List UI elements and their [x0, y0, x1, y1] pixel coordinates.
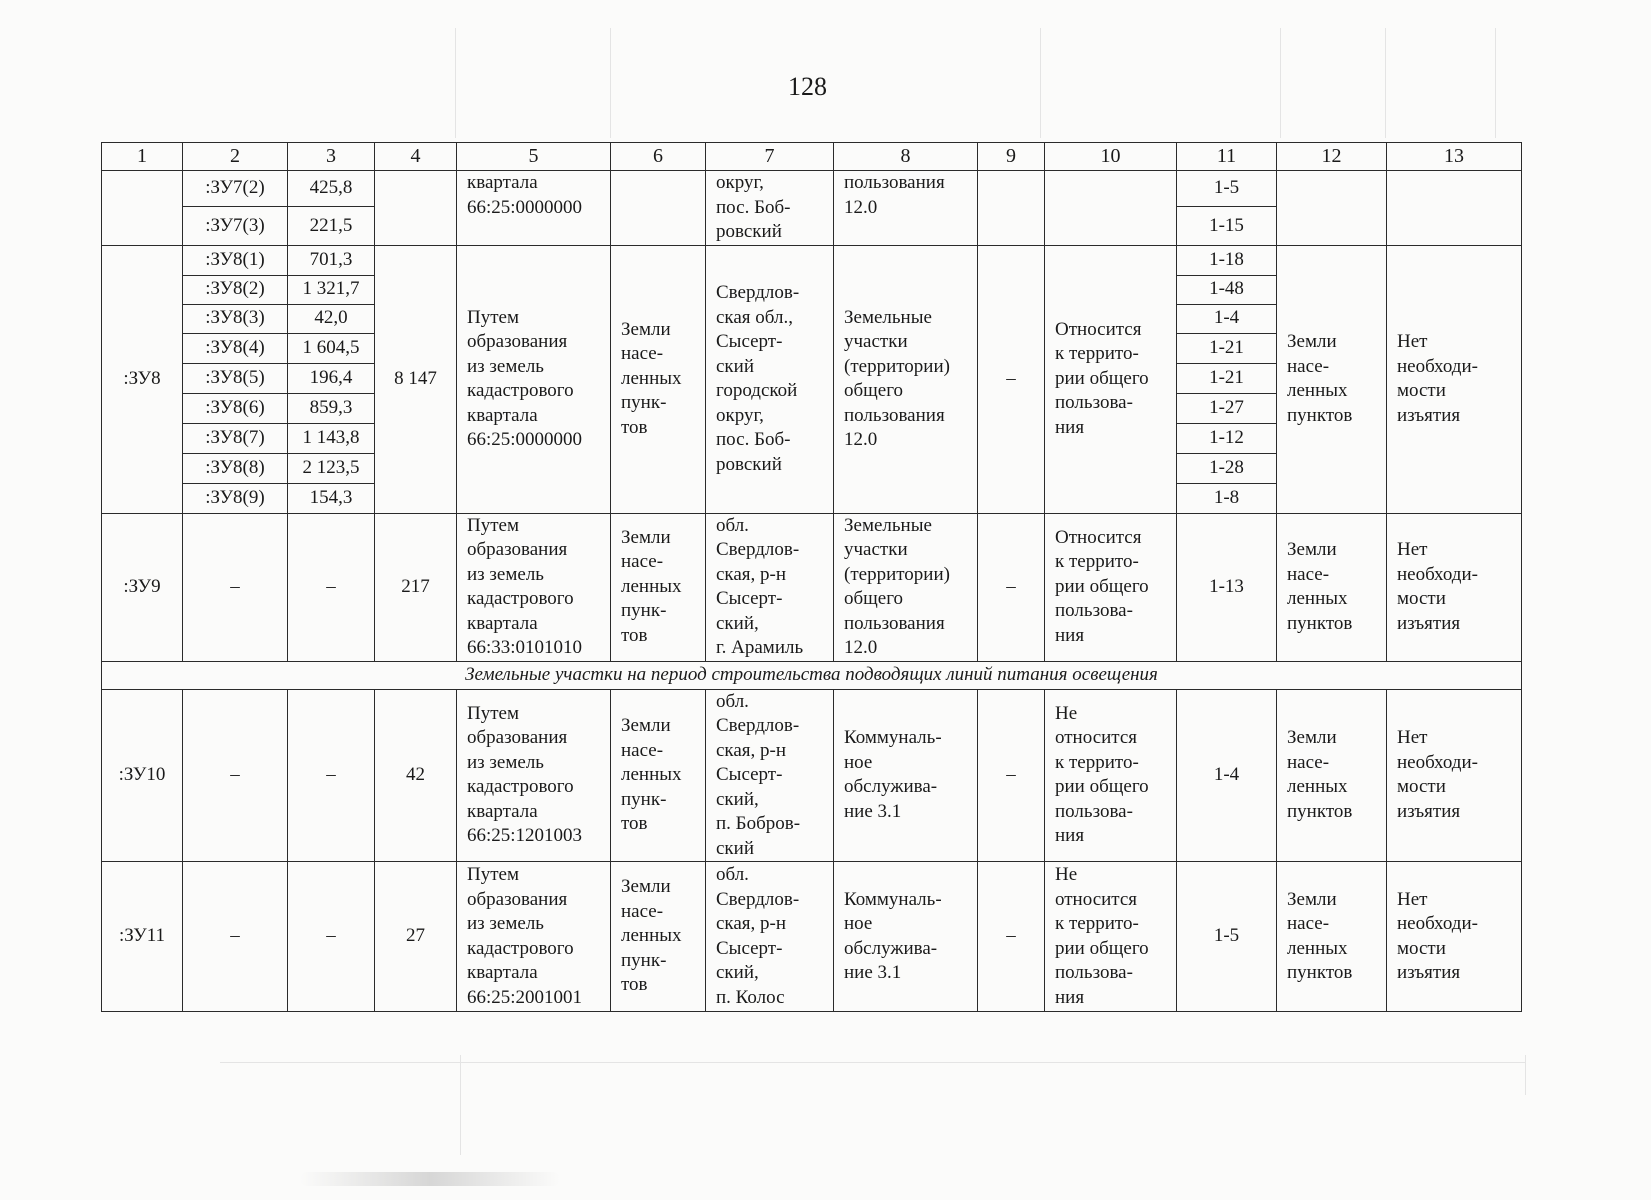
public-territory-cell: [1045, 171, 1177, 246]
column-number: 8: [834, 143, 978, 171]
boundary-code-cell: 1-18: [1177, 245, 1277, 275]
formation-method-cell: Путем образования из земель кадастрового квартала 66:25:2001001: [457, 862, 611, 1012]
col9-cell: [978, 171, 1045, 246]
part-id-cell: :ЗУ8(5): [183, 363, 288, 393]
land-category-cell: [611, 171, 706, 246]
permitted-use-cell: пользования 12.0: [834, 171, 978, 246]
plot-id-cell: [102, 171, 183, 246]
formation-method-cell: Путем образования из земель кадастрового квартала 66:33:0101010: [457, 513, 611, 661]
bleed-through-line: [1385, 28, 1386, 138]
column-number: 11: [1177, 143, 1277, 171]
part-id-cell: :ЗУ8(9): [183, 483, 288, 513]
column-number: 6: [611, 143, 706, 171]
part-area-cell: –: [288, 862, 375, 1012]
part-id-cell: :ЗУ8(2): [183, 275, 288, 304]
plot-id-cell: :ЗУ10: [102, 689, 183, 862]
permitted-use-cell: Коммуналь- ное обслужива- ние 3.1: [834, 689, 978, 862]
part-area-cell: –: [288, 689, 375, 862]
section-heading: Земельные участки на период строительства подводящих линий питания освещения: [102, 661, 1522, 689]
address-cell: обл. Свердлов- ская, р-н Сысерт- ский, п. Колос: [706, 862, 834, 1012]
land-category-cell: Земли насе- ленных пунк- тов: [611, 862, 706, 1012]
part-area-cell: 1 604,5: [288, 333, 375, 363]
bleed-through-line: [610, 28, 611, 138]
land-category-cell: Земли насе- ленных пунк- тов: [611, 245, 706, 513]
column-number: 4: [375, 143, 457, 171]
total-area-cell: 217: [375, 513, 457, 661]
boundary-code-cell: 1-21: [1177, 363, 1277, 393]
page-number: 128: [788, 72, 827, 101]
address-cell: Свердлов- ская обл., Сысерт- ский городской округ, пос. Боб- ровский: [706, 245, 834, 513]
part-id-cell: :ЗУ7(3): [183, 207, 288, 245]
part-id-cell: :ЗУ8(8): [183, 453, 288, 483]
bleed-through-line: [1040, 28, 1041, 138]
boundary-code-cell: 1-28: [1177, 453, 1277, 483]
part-id-cell: –: [183, 513, 288, 661]
part-id-cell: :ЗУ7(2): [183, 171, 288, 207]
seizure-need-cell: Нет необходи- мости изъятия: [1387, 245, 1522, 513]
scan-smudge: [300, 1172, 560, 1186]
seizure-need-cell: [1387, 171, 1522, 246]
boundary-code-cell: 1-12: [1177, 423, 1277, 453]
land-category-cell: Земли насе- ленных пунк- тов: [611, 513, 706, 661]
column-number-row: [102, 143, 1522, 171]
part-area-cell: 859,3: [288, 393, 375, 423]
formation-method-cell: Путем образования из земель кадастрового квартала 66:25:1201003: [457, 689, 611, 862]
seizure-need-cell: Нет необходи- мости изъятия: [1387, 689, 1522, 862]
column-number: 2: [183, 143, 288, 171]
part-id-cell: :ЗУ8(4): [183, 333, 288, 363]
col9-cell: –: [978, 862, 1045, 1012]
land-category-cell: Земли насе- ленных пунк- тов: [611, 689, 706, 862]
part-id-cell: :ЗУ8(3): [183, 304, 288, 333]
address-cell: округ, пос. Боб- ровский: [706, 171, 834, 246]
total-area-cell: 42: [375, 689, 457, 862]
column-number: 13: [1387, 143, 1522, 171]
boundary-code-cell: 1-4: [1177, 304, 1277, 333]
part-area-cell: 221,5: [288, 207, 375, 245]
boundary-code-cell: 1-8: [1177, 483, 1277, 513]
column-number: 7: [706, 143, 834, 171]
land-category2-cell: Земли насе- ленных пунктов: [1277, 513, 1387, 661]
total-area-cell: [375, 171, 457, 246]
boundary-code-cell: 1-13: [1177, 513, 1277, 661]
part-area-cell: 1 143,8: [288, 423, 375, 453]
column-number: 9: [978, 143, 1045, 171]
boundary-code-cell: 1-48: [1177, 275, 1277, 304]
part-area-cell: 2 123,5: [288, 453, 375, 483]
part-id-cell: :ЗУ8(7): [183, 423, 288, 453]
column-number: 1: [102, 143, 183, 171]
land-category2-cell: [1277, 171, 1387, 246]
part-id-cell: –: [183, 862, 288, 1012]
part-area-cell: –: [288, 513, 375, 661]
permitted-use-cell: Земельные участки (территории) общего пользования 12.0: [834, 245, 978, 513]
public-territory-cell: Не относится к террито- рии общего пользова- ния: [1045, 689, 1177, 862]
column-number: 3: [288, 143, 375, 171]
plot-id-cell: :ЗУ11: [102, 862, 183, 1012]
plot-id-cell: :ЗУ8: [102, 245, 183, 513]
column-number: 5: [457, 143, 611, 171]
land-category2-cell: Земли насе- ленных пунктов: [1277, 862, 1387, 1012]
bleed-through-line: [1280, 28, 1281, 138]
column-number: 10: [1045, 143, 1177, 171]
public-territory-cell: Не относится к террито- рии общего пользова- ния: [1045, 862, 1177, 1012]
part-id-cell: –: [183, 689, 288, 862]
column-number: 12: [1277, 143, 1387, 171]
bleed-through-line: [1495, 28, 1496, 138]
col9-cell: –: [978, 513, 1045, 661]
table-row: [102, 245, 1522, 275]
public-territory-cell: Относится к террито- рии общего пользова- ния: [1045, 513, 1177, 661]
boundary-code-cell: 1-5: [1177, 862, 1277, 1012]
public-territory-cell: Относится к террито- рии общего пользова- ния: [1045, 245, 1177, 513]
land-category2-cell: Земли насе- ленных пунктов: [1277, 245, 1387, 513]
bleed-through-line: [220, 1062, 1525, 1063]
seizure-need-cell: Нет необходи- мости изъятия: [1387, 513, 1522, 661]
seizure-need-cell: Нет необходи- мости изъятия: [1387, 862, 1522, 1012]
boundary-code-cell: 1-4: [1177, 689, 1277, 862]
col9-cell: –: [978, 689, 1045, 862]
part-id-cell: :ЗУ8(6): [183, 393, 288, 423]
boundary-code-cell: 1-21: [1177, 333, 1277, 363]
col9-cell: –: [978, 245, 1045, 513]
land-plots-table: [101, 142, 1522, 1012]
table-row: [102, 689, 1522, 862]
bleed-through-line: [1525, 1055, 1526, 1095]
part-id-cell: :ЗУ8(1): [183, 245, 288, 275]
permitted-use-cell: Земельные участки (территории) общего пользования 12.0: [834, 513, 978, 661]
plot-id-cell: :ЗУ9: [102, 513, 183, 661]
boundary-code-cell: 1-5: [1177, 171, 1277, 207]
part-area-cell: 701,3: [288, 245, 375, 275]
section-heading-row: [102, 661, 1522, 689]
total-area-cell: 27: [375, 862, 457, 1012]
part-area-cell: 425,8: [288, 171, 375, 207]
table-row: [102, 513, 1522, 661]
formation-method-cell: квартала 66:25:0000000: [457, 171, 611, 246]
table-row: [102, 171, 1522, 207]
part-area-cell: 154,3: [288, 483, 375, 513]
part-area-cell: 42,0: [288, 304, 375, 333]
land-category2-cell: Земли насе- ленных пунктов: [1277, 689, 1387, 862]
part-area-cell: 196,4: [288, 363, 375, 393]
boundary-code-cell: 1-27: [1177, 393, 1277, 423]
total-area-cell: 8 147: [375, 245, 457, 513]
bleed-through-line: [460, 1055, 461, 1155]
formation-method-cell: Путем образования из земель кадастрового квартала 66:25:0000000: [457, 245, 611, 513]
address-cell: обл. Свердлов- ская, р-н Сысерт- ский, г. Арамиль: [706, 513, 834, 661]
table-row: [102, 862, 1522, 1012]
part-area-cell: 1 321,7: [288, 275, 375, 304]
address-cell: обл. Свердлов- ская, р-н Сысерт- ский, п. Бобров- ский: [706, 689, 834, 862]
permitted-use-cell: Коммуналь- ное обслужива- ние 3.1: [834, 862, 978, 1012]
bleed-through-line: [455, 28, 456, 138]
boundary-code-cell: 1-15: [1177, 207, 1277, 245]
